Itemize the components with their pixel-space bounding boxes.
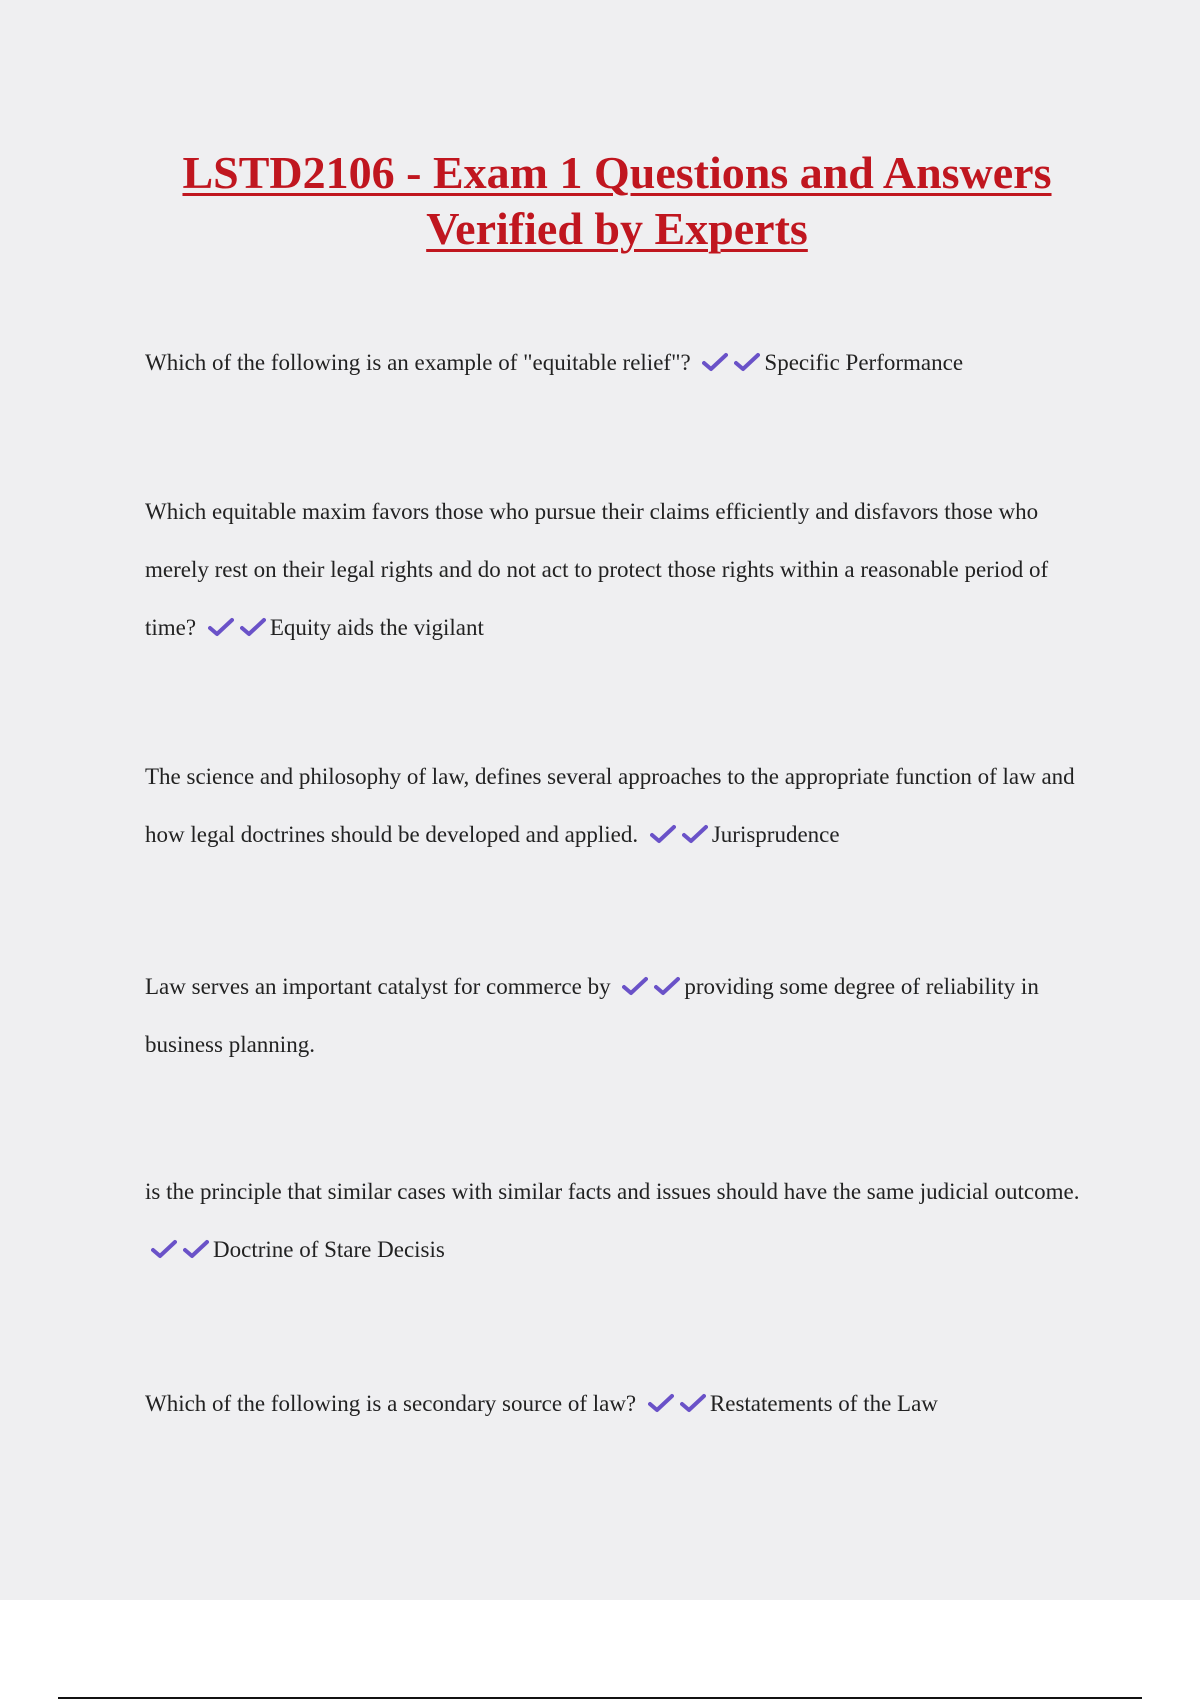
question-text: Law serves an important catalyst for commerce by xyxy=(145,974,611,999)
answer-text: Doctrine of Stare Decisis xyxy=(213,1237,445,1262)
check-icon xyxy=(734,352,760,372)
check-icon xyxy=(654,976,680,996)
question-text: is the principle that similar cases with similar facts and issues should have the same judicial outcome. xyxy=(145,1179,1080,1204)
qa-item-1 xyxy=(145,334,1090,392)
check-icon xyxy=(702,352,728,372)
qa-item-3 xyxy=(145,748,1090,864)
document-title xyxy=(100,145,1134,257)
check-icon xyxy=(622,976,648,996)
answer-text: Restatements of the Law xyxy=(709,1391,938,1416)
check-icon xyxy=(648,1393,674,1413)
check-icon xyxy=(680,1393,706,1413)
question-text: Which of the following is a secondary source of law? xyxy=(145,1391,637,1416)
check-icon xyxy=(650,824,676,844)
answer-text: providing some degree of reliability in business planning. xyxy=(145,974,1039,1057)
question-text: Which of the following is an example of "equitable relief"? xyxy=(145,350,691,375)
qa-item-2 xyxy=(145,483,1090,657)
qa-item-4 xyxy=(145,958,1090,1074)
check-icon xyxy=(208,617,234,637)
question-text: Which equitable maxim favors those who pursue their claims efficiently and disfavors those who merely rest on their legal rights and do not act to protect those rights within a reasonable period of time? xyxy=(145,499,1049,640)
footer-divider xyxy=(58,1697,1142,1699)
answer-text: Equity aids the vigilant xyxy=(269,615,484,640)
answer-text: Specific Performance xyxy=(764,350,964,375)
document-title-line-2: Verified by Experts xyxy=(426,203,808,254)
qa-item-5 xyxy=(145,1163,1090,1279)
qa-item-6 xyxy=(145,1375,1090,1433)
check-icon xyxy=(682,824,708,844)
question-text: The science and philosophy of law, defines several approaches to the appropriate function of law and how legal doctrines should be developed and applied. xyxy=(145,764,1075,847)
check-icon xyxy=(240,617,266,637)
document-title-line-1: LSTD2106 - Exam 1 Questions and Answers xyxy=(182,147,1052,198)
check-icon xyxy=(183,1239,209,1259)
answer-text: Jurisprudence xyxy=(711,822,840,847)
check-icon xyxy=(151,1239,177,1259)
